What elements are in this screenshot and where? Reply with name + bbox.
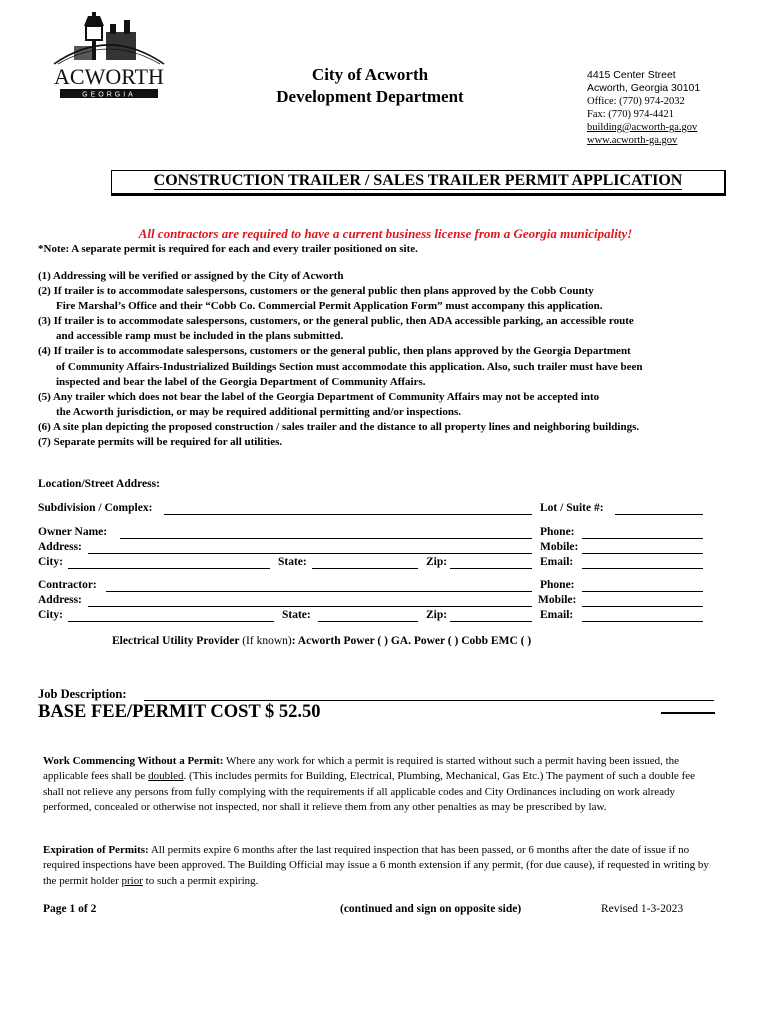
- contractor-phone-field[interactable]: [582, 581, 703, 592]
- work-commencing-heading: Work Commencing Without a Permit:: [43, 755, 224, 767]
- requirement-item: and accessible ramp must be included in the plans submitted.: [56, 330, 344, 343]
- requirement-item: (1) Addressing will be verified or assigned by the City of Acworth: [38, 270, 344, 282]
- owner-mobile-field[interactable]: [582, 543, 703, 554]
- utility-colon: :: [291, 635, 296, 647]
- contact-fax: Fax: (770) 974-4421: [587, 109, 674, 120]
- contractor-label: Contractor:: [38, 579, 97, 591]
- revised-date: Revised 1-3-2023: [601, 903, 684, 915]
- requirement-item: (3) If trailer is to accommodate salespersons, customers, or the general public, then ADA accessible parking, an accessible route: [38, 315, 634, 328]
- contact-block: [587, 69, 700, 147]
- expiration-paragraph: [43, 843, 715, 889]
- expiration-heading: Expiration of Permits:: [43, 844, 149, 856]
- utility-if-known: (If known): [242, 635, 292, 647]
- owner-mobile-label: Mobile:: [540, 541, 579, 553]
- work-commencing-text-cont: . (This includes permits for Building, Electrical, Plumbing, Mechanical, Gas Etc.) The payment of such a double fee shall not relieve any persons from fully complying with the requirements if all applicable codes and City Ordinances including on work already performed, concealed or otherwise not inspected, nor shall it relieve them from any other penalties as may be prescribed by law.: [43, 770, 695, 813]
- expiration-text-cont: to such a permit expiring.: [145, 874, 259, 887]
- contractor-city-label: City:: [38, 609, 63, 621]
- owner-zip-field[interactable]: [450, 558, 532, 569]
- owner-phone-label: Phone:: [540, 526, 575, 538]
- contractor-state-field[interactable]: [318, 611, 418, 622]
- owner-city-field[interactable]: [68, 558, 270, 569]
- owner-name-label: Owner Name:: [38, 526, 108, 538]
- owner-state-field[interactable]: [312, 558, 418, 569]
- owner-email-field[interactable]: [582, 558, 703, 569]
- base-fee: BASE FEE/PERMIT COST $ 52.50: [38, 702, 321, 722]
- requirement-item: (5) Any trailer which does not bear the label of the Georgia Department of Community Affairs may not be accepted into: [38, 390, 600, 403]
- department-name: Development Department: [276, 87, 464, 106]
- doubled-word: doubled: [148, 770, 184, 783]
- work-commencing-paragraph: [43, 754, 715, 815]
- owner-name-field[interactable]: [120, 528, 532, 539]
- contractor-address-label: Address:: [38, 594, 82, 606]
- subdivision-field[interactable]: [164, 504, 532, 515]
- contractor-zip-field[interactable]: [450, 611, 532, 622]
- location-label: Location/Street Address:: [38, 478, 160, 490]
- separate-permit-note: *Note: A separate permit is required for each and every trailer positioned on site.: [38, 243, 418, 255]
- header-title: [240, 64, 500, 108]
- owner-address-field[interactable]: [88, 543, 532, 554]
- logo-name: ACWORTH: [54, 64, 164, 89]
- requirement-item: (2) If trailer is to accommodate salespersons, customers or the general public then plans approved by the Cobb County: [38, 285, 594, 298]
- city-logo: [44, 6, 174, 102]
- contact-city-state: Acworth, Georgia 30101: [587, 82, 701, 94]
- contractor-mobile-field[interactable]: [582, 596, 703, 607]
- owner-city-label: City:: [38, 556, 63, 568]
- owner-zip-label: Zip:: [426, 556, 448, 568]
- city-name: City of Acworth: [311, 65, 429, 84]
- form-title: CONSTRUCTION TRAILER / SALES TRAILER PERMIT APPLICATION: [153, 172, 683, 189]
- utility-label: Electrical Utility Provider: [112, 635, 240, 647]
- owner-email-label: Email:: [540, 556, 574, 568]
- requirement-item: the Acworth jurisdiction, or may be required additional permitting and/or inspections.: [56, 405, 461, 418]
- prior-word: prior: [121, 874, 143, 887]
- utility-provider-row: [112, 635, 531, 647]
- requirement-item: (7) Separate permits will be required for all utilities.: [38, 436, 283, 449]
- continued-note: (continued and sign on opposite side): [340, 903, 522, 915]
- contractor-email-label: Email:: [540, 609, 574, 621]
- form-title-box: [111, 170, 726, 196]
- owner-state-label: State:: [278, 556, 307, 568]
- contractor-address-field[interactable]: [88, 596, 532, 607]
- subdivision-label: Subdivision / Complex:: [38, 502, 153, 514]
- license-note: All contractors are required to have a current business license from a Georgia municipality!: [138, 226, 633, 241]
- job-description-label: Job Description:: [38, 687, 127, 701]
- requirements-list: [38, 269, 738, 450]
- contact-office: Office: (770) 974-2032: [587, 96, 685, 107]
- fee-rule: [661, 712, 715, 714]
- requirement-item: inspected and bear the label of the Georgia Department of Community Affairs.: [56, 375, 426, 388]
- contact-email-link[interactable]: building@acworth-ga.gov: [587, 122, 698, 133]
- contact-website-link[interactable]: www.acworth-ga.gov: [587, 135, 678, 146]
- owner-address-label: Address:: [38, 541, 82, 553]
- contractor-zip-label: Zip:: [426, 609, 448, 621]
- lot-field[interactable]: [615, 504, 703, 515]
- contractor-phone-label: Phone:: [540, 579, 575, 591]
- contractor-state-label: State:: [282, 609, 311, 621]
- owner-phone-field[interactable]: [582, 528, 703, 539]
- requirement-item: of Community Affairs-Industrialized Buildings Section must accommodate this application. Also, such trailer must have been: [56, 360, 643, 373]
- requirement-item: (6) A site plan depicting the proposed construction / sales trailer and the distance to all property lines and neighboring buildings.: [38, 420, 640, 433]
- contractor-email-field[interactable]: [582, 611, 703, 622]
- job-description-field[interactable]: [144, 690, 714, 701]
- contractor-mobile-label: Mobile:: [538, 594, 577, 606]
- utility-options[interactable]: Acworth Power ( ) GA. Power ( ) Cobb EMC ( ): [297, 635, 532, 647]
- contact-street: 4415 Center Street: [587, 69, 676, 81]
- contractor-field[interactable]: [106, 581, 532, 592]
- expiration-text: All permits expire 6 months after the last required inspection that has been passed, or 6 months after the date of issue if no required inspections have been approved. The Building Official may issue a 6 month extension if any permit, (for due cause), if requested in writing by the permit holder: [43, 844, 709, 887]
- work-commencing-text: Where any work for which a permit is required is started without such a permit having been issued, the applicable fees shall be: [43, 755, 680, 783]
- logo-sub: GEORGIA: [82, 91, 136, 99]
- requirement-item: Fire Marshal’s Office and their “Cobb Co. Commercial Permit Application Form” must accompany this application.: [56, 300, 603, 313]
- page-number: Page 1 of 2: [43, 903, 97, 915]
- lot-label: Lot / Suite #:: [540, 502, 604, 514]
- requirement-item: (4) If trailer is to accommodate salespersons, customers or the general public, then plans approved by the Georgia Department: [38, 345, 631, 358]
- contractor-city-field[interactable]: [68, 611, 274, 622]
